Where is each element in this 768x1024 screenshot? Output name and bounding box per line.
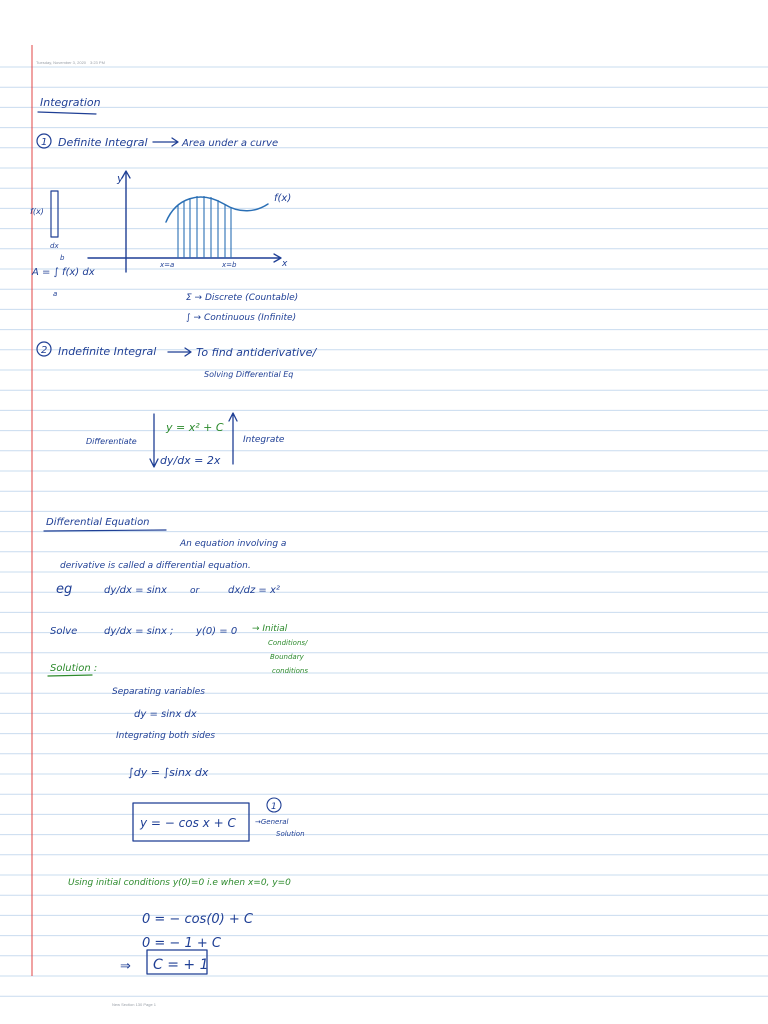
definition-line-1: An equation involving a [180,539,287,549]
solve-label: Solve [50,626,78,637]
solution-underline [48,675,92,676]
area-formula: A = ∫ f(x) dx [32,267,95,278]
section2-number: 2 [41,345,48,356]
strip-label: f(x) [30,207,44,216]
calc-line-2: 0 = − 1 + C [142,936,221,951]
integrate-label: Integrate [243,435,285,445]
curve-fx [166,197,268,222]
condition-note-1: → Initial [252,624,288,634]
using-initial-conditions: Using initial conditions y(0)=0 i.e when x=0, y=0 [68,878,291,888]
x-axis-label: x [282,259,288,269]
section2-result-1: To find antiderivative/ [196,346,317,359]
step-integrating: Integrating both sides [116,731,216,741]
general-solution-number: 1 [271,802,277,812]
solve-equation: dy/dx = sinx ; [104,626,174,637]
condition-note-4: conditions [272,667,309,675]
eq-top: y = x² + C [166,421,224,434]
integral-continuous: ∫ → Continuous (Infinite) [186,313,297,323]
strip-width: dx [50,242,59,250]
notes-title: Integration [40,96,101,109]
diffeq-underline [44,530,166,531]
initial-condition: y(0) = 0 [196,626,238,637]
section1-result: Area under a curve [182,138,279,149]
section2-heading: Indefinite Integral [58,345,157,358]
page-time: 3:23 PM [90,60,105,65]
upper-limit: b [60,254,65,262]
x-a-label: x=a [160,261,175,269]
example-2: dx/dz = x² [228,585,280,596]
condition-note-3: Boundary [270,653,304,661]
section2-result-2: Solving Differential Eq [204,370,294,379]
example-or: or [190,586,200,596]
solution-label: Solution : [50,663,98,674]
general-solution-label-2: Solution [276,830,305,838]
eq-bottom: dy/dx = 2x [160,454,221,467]
page-footer: New Section 130 Page 1 [112,1002,157,1007]
step-dy: dy = sinx dx [134,709,197,720]
lower-limit: a [53,290,58,298]
page-date: Tuesday, November 3, 2020 [36,60,87,65]
sum-discrete: Σ → Discrete (Countable) [186,293,299,303]
x-b-label: x=b [222,261,237,269]
diffeq-heading: Differential Equation [46,517,150,528]
step-integral: ∫dy = ∫sinx dx [128,766,209,779]
up-arrow-icon [229,413,237,464]
final-answer: C = + 1 [153,957,209,973]
strip-rectangle [51,191,58,237]
section1-arrow-icon [153,138,178,146]
example-1: dy/dx = sinx [104,585,167,596]
curve-label: f(x) [274,193,292,204]
section1-heading: Definite Integral [58,136,148,149]
calc-line-1: 0 = − cos(0) + C [142,912,253,927]
section1-number: 1 [41,137,48,148]
down-arrow-icon [150,414,158,467]
step-separating: Separating variables [112,687,205,697]
title-underline [38,112,96,114]
implies-arrow: ⇒ [120,959,131,974]
eg-label: eg [56,582,73,597]
differentiate-label: Differentiate [86,437,137,446]
general-solution: y = − cos x + C [140,816,236,830]
condition-note-2: Conditions/ [268,639,308,647]
ruled-lines [0,67,768,996]
general-solution-label-1: →General [255,818,289,826]
definition-line-2: derivative is called a differential equation. [60,561,251,571]
section2-arrow-icon [168,348,191,356]
y-axis-label: y [117,172,124,185]
